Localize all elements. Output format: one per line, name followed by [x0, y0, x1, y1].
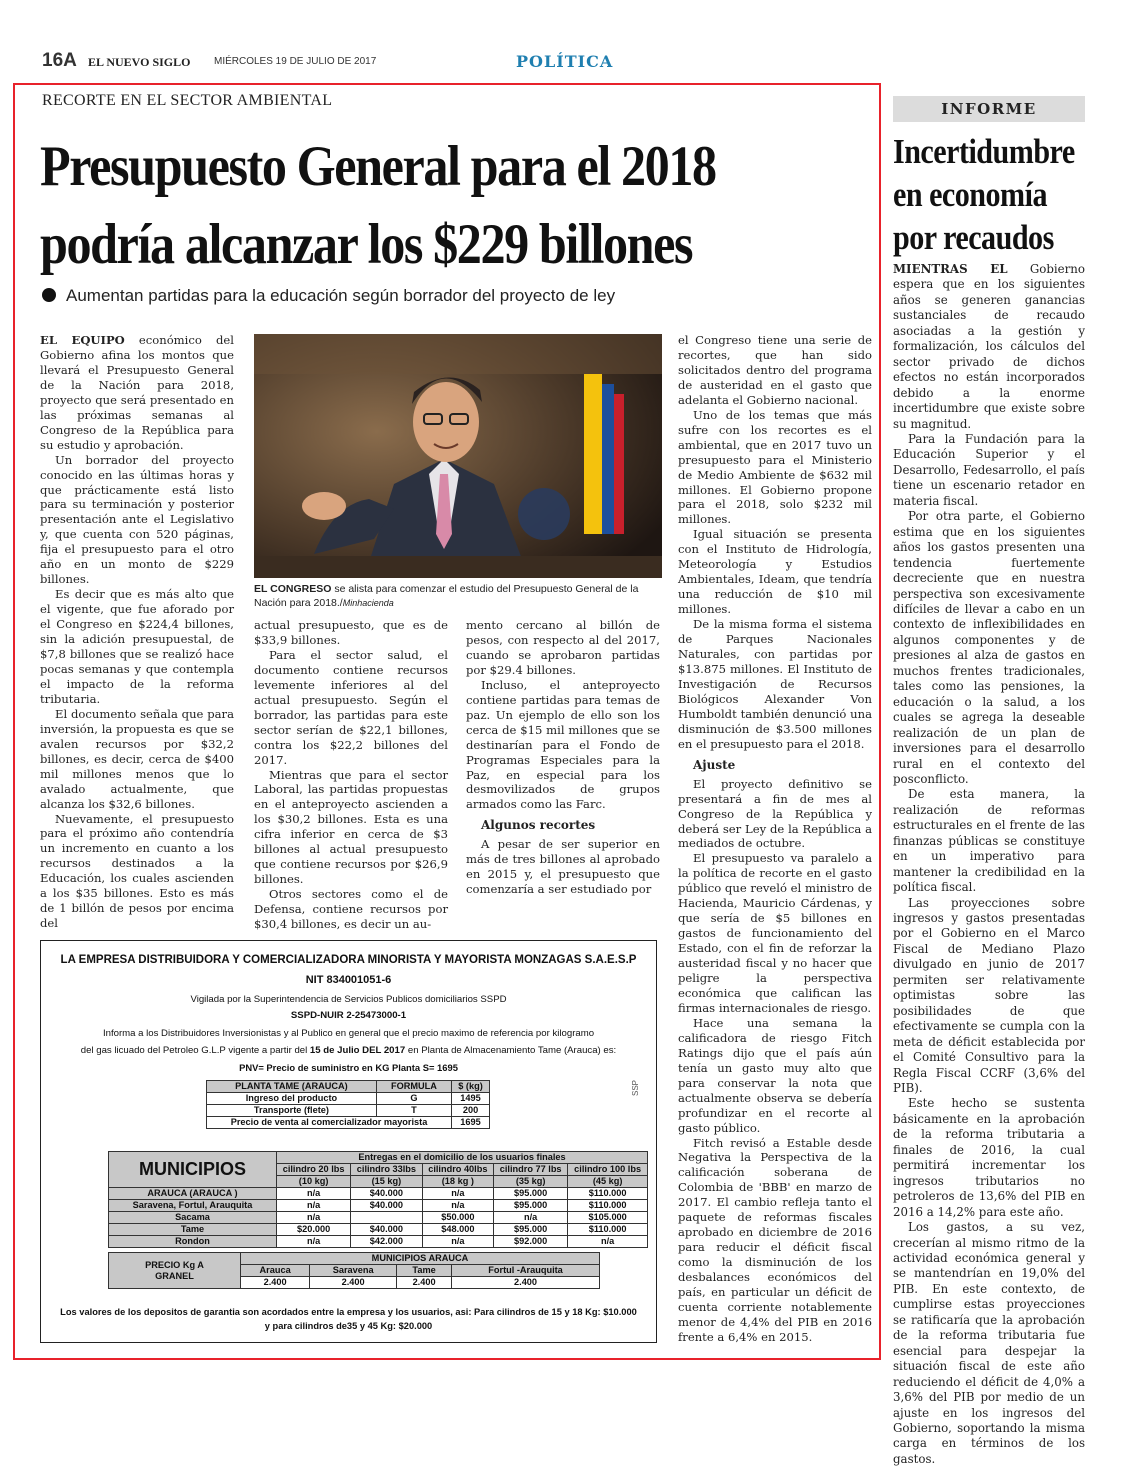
table-header: cilindro 40lbs — [422, 1164, 493, 1176]
lead-word: MIENTRAS EL — [893, 262, 1008, 276]
notice-footer-2: y para cilindros de35 y 45 Kg: $20.000 — [264, 1321, 433, 1331]
table-cell: 200 — [452, 1105, 490, 1117]
notice-info-1: Informa a los Distribuidores Inversionistas y al Publico en general que el precio maximo de referencia por kilogramo — [102, 1028, 595, 1039]
table-header: FORMULA — [376, 1081, 451, 1093]
table-cell: G — [376, 1093, 451, 1105]
table-row — [109, 1188, 648, 1200]
table-header: MUNICIPIOS ARAUCA — [241, 1253, 600, 1265]
paragraph: Para el sector salud, el documento contiene recursos levemente inferiores al del actual presupuesto. Según el borrador, las partidas para este sector serían de $22,1 billones, contra los $22,2 billones del 2017. — [254, 647, 448, 767]
table-cell: $110.000 — [568, 1200, 648, 1212]
caption-lead: EL CONGRESO — [254, 583, 332, 595]
municipios-table — [108, 1151, 648, 1248]
paragraph: Hace una semana la calificadora de riesgo Fitch Ratings dijo que el país aún tenía un gasto muy alto que para conservar la nota que actualmente observa se debería profundizar en el recorte al gasto público. — [678, 1015, 872, 1135]
sidebar-headline — [893, 130, 1082, 259]
notice-footer-1: Los valores de los depositos de garantia son acordados entre la empresa y los usuarios, asi: Para cilindros de 15 y 18 Kg: $10.000 — [60, 1307, 637, 1317]
granel-label: GRANEL — [155, 1270, 194, 1281]
table-cell: n/a — [494, 1212, 568, 1224]
sidebar-headline-line: por recaudos — [893, 218, 1054, 257]
headline-line-1: Presupuesto General para el 2018 — [40, 135, 716, 198]
table-cell: $95.000 — [494, 1224, 568, 1236]
table-cell: 2.400 — [397, 1277, 452, 1289]
table-header: (15 kg) — [351, 1176, 422, 1188]
paragraph: El presupuesto va paralelo a la política de recorte en el gasto público que reveló el ministro de Hacienda, Mauricio Cárdenas, y que sería de $5 billones en gastos de funcionamiento del Estado, con el fin de reforzar la austeridad fiscal y no hacer que peligre la perspectiva económica que califican las firmas internacionales de riesgo. — [678, 851, 872, 1015]
paragraph: el Congreso tiene una serie de recortes, que han sido solicitados dentro del programa de austeridad en el gasto que adelanta el Gobierno nacional. — [678, 333, 872, 407]
table-header: Tame — [397, 1265, 452, 1277]
table-cell: Sacama — [109, 1212, 277, 1224]
granel-table — [108, 1252, 600, 1289]
table-cell: $20.000 — [277, 1224, 351, 1236]
table-cell: $110.000 — [568, 1224, 648, 1236]
table-header: cilindro 100 lbs — [568, 1164, 648, 1176]
table-header: cilindro 20 lbs — [277, 1164, 351, 1176]
table-header: cilindro 33lbs — [351, 1164, 422, 1176]
paragraph: Mientras que para el sector Laboral, las partidas propuestas en el anteproyecto ascienden a los $30,2 billones. Esta es una cifra inferior en cerca de $3 billones al actual presupuesto que contiene recursos por $26,9 billones. — [254, 767, 448, 887]
paragraph: Para la Fundación para la Educación Superior y el Desarrollo, Fedesarrollo, el país tiene un escenario retador en materia fiscal. — [893, 431, 1085, 508]
article-column-1 — [40, 333, 234, 931]
minister-photo-illustration — [254, 334, 662, 578]
table-cell: 2.400 — [310, 1277, 397, 1289]
table-cell: n/a — [568, 1236, 648, 1248]
newspaper-name: EL NUEVO SIGLO — [88, 55, 191, 69]
issue-date: MIÉRCOLES 19 DE JULIO DE 2017 — [214, 56, 377, 67]
caption-text: se alista para comenzar el estudio del Presupuesto General de la Nación para 2018./ — [254, 583, 639, 609]
paragraph: Este hecho se sustenta básicamente en la aprobación de la reforma tributaria a finales de 2016, la cual permitirá incrementar los ingresos tributarios no petroleros de 13,6% del PIB en 2016 a 14,2% para este año. — [893, 1096, 1085, 1219]
table-cell: Tame — [109, 1224, 277, 1236]
info-text: del gas licuado del Petroleo G.L.P vigente a partir del — [80, 1045, 310, 1056]
notice-title: LA EMPRESA DISTRIBUIDORA Y COMERCIALIZADORA MINORISTA Y MAYORISTA MONZAGAS S.A.E.S.P — [60, 954, 637, 966]
article-column-3 — [466, 618, 660, 897]
table-row — [207, 1105, 490, 1117]
paragraph: Un borrador del proyecto conocido en las últimas horas y que prácticamente está listo para su terminación y posterior presentación ante el Legislativo y, que cuenta con 520 páginas, fija el presupuesto para el otro año en un monto de $229 billones. — [40, 452, 234, 587]
table-cell: $40.000 — [351, 1224, 422, 1236]
article-kicker: RECORTE EN EL SECTOR AMBIENTAL — [42, 92, 333, 109]
masthead — [42, 50, 1092, 76]
table-cell — [351, 1212, 422, 1224]
table-header: (35 kg) — [494, 1176, 568, 1188]
lead-word: EL EQUIPO — [40, 333, 125, 347]
table-cell: $105.000 — [568, 1212, 648, 1224]
table-row — [207, 1117, 490, 1129]
table-cell: $95.000 — [494, 1200, 568, 1212]
table-cell: 2.400 — [241, 1277, 310, 1289]
table-cell: $40.000 — [351, 1200, 422, 1212]
article-deck — [42, 286, 615, 306]
table-header: Fortul -Arauquita — [452, 1265, 600, 1277]
planta-table — [206, 1080, 490, 1129]
notice-pnv: PNV= Precio de suministro en KG Planta S= 1695 — [239, 1062, 458, 1073]
paragraph: El proyecto definitivo se presentará a fin de mes al Congreso de la República y deberá ser Ley de la República a mediados de octubre. — [678, 776, 872, 851]
table-cell: T — [376, 1105, 451, 1117]
photo-credit: Minhacienda — [342, 598, 394, 608]
table-header: (18 kg ) — [422, 1176, 493, 1188]
table-cell: $40.000 — [351, 1188, 422, 1200]
table-cell: Precio de venta al comercializador mayorista — [207, 1117, 452, 1129]
table-row — [109, 1236, 648, 1248]
paragraph: mento cercano al billón de pesos, con respecto al del 2017, cuando se aprobaron partidas por $29.4 billones. — [466, 618, 660, 677]
ssp-logo: SSP — [631, 1079, 640, 1096]
paragraph: A pesar de ser superior en más de tres billones al aprobado en 2015 y, el presupuesto que comenzaría a ser estudiado por — [466, 837, 660, 897]
paragraph-text: Gobierno espera que en los siguientes años se generen ganancias sustanciales de recaudo asociadas a la gestión y formalización, los cálculos del sector privado de dichos efectos no están incorporados debido a la enorme incertidumbre que existe sobre su magnitud. — [893, 262, 1086, 431]
table-cell: n/a — [277, 1212, 351, 1224]
table-header — [109, 1253, 241, 1289]
paragraph: Los gastos, a su vez, crecerían al mismo ritmo de la actividad económica general y se mantendrían en 19,0% del PIB. En este contexto, de cumplirse estas proyecciones se ratificaría que la aprobación de la reforma tributaria fue esencial para despejar la situación fiscal de este año reduciendo el déficit de 4,0% a 3,6% del PIB por medio de un ajuste en los ingresos del Gobierno, soportando la misma carga en términos de los gastos. — [893, 1220, 1085, 1466]
table-header: Arauca — [241, 1265, 310, 1277]
notice-nit: NIT 834001051-6 — [305, 974, 392, 986]
paragraph: Otros sectores como el de Defensa, contiene recursos por $30,4 billones, es decir un au- — [254, 887, 448, 932]
table-cell: n/a — [422, 1236, 493, 1248]
table-header: PLANTA TAME (ARAUCA) — [207, 1081, 377, 1093]
table-cell: n/a — [277, 1188, 351, 1200]
paragraph — [40, 333, 234, 453]
table-cell: ARAUCA (ARAUCA ) — [109, 1188, 277, 1200]
table-cell: n/a — [277, 1236, 351, 1248]
sidebar-column — [893, 262, 1085, 1467]
paragraph: De la misma forma el sistema de Parques Nacionales Naturales, con partidas por $13.875 millones. El Instituto de Investigación de Recursos Biológicos Alexander Von Humboldt también denunció una disminución de $3.500 millones en el presupuesto para el 2018. — [678, 617, 872, 751]
paragraph — [893, 262, 1085, 432]
table-header: $ (kg) — [452, 1081, 490, 1093]
deck-text: Aumentan partidas para la educación según borrador del proyecto de ley — [66, 286, 616, 305]
article-column-2 — [254, 618, 448, 932]
paragraph: Nuevamente, el presupuesto para el próximo año contendría un incremento en cuanto a los recursos destinados a la Educación, los cuales ascienden a los $35 billones. Esto es más de 1 billón de pesos por encima del — [40, 811, 234, 931]
paragraph: El documento señala que para inversión, la propuesta es que se avalen recursos por $32,2 billones, es decir, cerca de $400 mil millones menos que lo avalado actualmente, que alcanza los $32,6 billones. — [40, 706, 234, 811]
info-text: en Planta de Almacenamiento Tame (Arauca) es: — [405, 1045, 617, 1056]
article-column-4 — [678, 333, 872, 1345]
table-cell: n/a — [422, 1200, 493, 1212]
paragraph: Es decir que es más alto que el vigente, que fue aforado por el Congreso en $224,4 billones, sin la adición presupuestal, de $7,8 billones que se realizó hace pocas semanas y que contempla el impacto de la reforma tributaria. — [40, 587, 234, 706]
paragraph: Por otra parte, el Gobierno estima que en los siguientes años los gastos presenten una tendencia fuertemente decreciente que en nuestra perspectiva son excesivamente difíciles de llevar a cabo en un contexto de inflexibilidades en algunos componentes y de presiones al alza de gastos en muchos frentes tradicionales, tales como las pensiones, la educación o la salud, a los cuales se agrega la deseable realización de un plan de inversiones para el desarrollo rural en el contexto del posconflicto. — [893, 509, 1085, 786]
notice-vigilada: Vigilada por la Superintendencia de Servicios Publicos domiciliarios SSPD — [190, 994, 507, 1005]
paragraph: Fitch revisó a Estable desde Negativa la Perspectiva de la calificación soberana de Colombia de 'BBB' en marzo de 2017. El cambio refleja tanto el paquete de reformas fiscales aprobado en diciembre de 2016 para reducir el déficit fiscal como la disminución de los desbalances económicos del país, en particular un déficit de cuenta corriente notablemente menor de 4,4% del PIB en 2016 frente a 6,4% en 2015. — [678, 1135, 872, 1344]
table-cell: 2.400 — [452, 1277, 600, 1289]
table-cell: 1695 — [452, 1117, 490, 1129]
table-header: Saravena — [310, 1265, 397, 1277]
sidebar-label: INFORME — [893, 96, 1085, 122]
table-row — [109, 1200, 648, 1212]
table-cell: Rondon — [109, 1236, 277, 1248]
paragraph: Incluso, el anteproyecto contiene partidas para temas de paz. Un ejemplo de ello son los cerca de $15 mil millones que se destinarían para el Fondo de Programas Especiales para la Paz, en especial para los desmovilizados de grupos armados como las Farc. — [466, 677, 660, 812]
subheading: Algunos recortes — [481, 818, 596, 833]
granel-label: PRECIO Kg A — [145, 1259, 204, 1270]
table-cell: $110.000 — [568, 1188, 648, 1200]
paragraph: actual presupuesto, que es de $33,9 billones. — [254, 618, 448, 647]
article-photo — [254, 334, 662, 578]
table-cell: $95.000 — [494, 1188, 568, 1200]
table-header: MUNICIPIOS — [109, 1152, 277, 1188]
table-row — [109, 1212, 648, 1224]
table-row — [207, 1093, 490, 1105]
info-date: 15 de Julio DEL 2017 — [309, 1045, 406, 1056]
table-header: cilindro 77 lbs — [494, 1164, 568, 1176]
table-header: (45 kg) — [568, 1176, 648, 1188]
page-number: 16A — [42, 50, 77, 71]
photo-caption — [254, 582, 662, 610]
paragraph: Igual situación se presenta con el Instituto de Hidrología, Meteorología y Estudios Ambientales, Ideam, que tendría una reducción de $10 mil millones. — [678, 527, 872, 617]
notice-nuir: SSPD-NUIR 2-25473000-1 — [290, 1010, 407, 1021]
table-cell: $50.000 — [422, 1212, 493, 1224]
headline-line-2: podría alcanzar los $229 billones — [40, 213, 693, 276]
table-cell: 1495 — [452, 1093, 490, 1105]
paragraph-text: económico del Gobierno afina los montos que llevará el Presupuesto General de la Nación para 2018, proyecto que será presentado en las próximas semanas al Congreso de la República para su estudio y aprobación. — [40, 333, 234, 452]
table-header: Entregas en el domicilio de los usuarios finales — [277, 1152, 648, 1164]
table-header: (10 kg) — [277, 1176, 351, 1188]
table-cell: $92.000 — [494, 1236, 568, 1248]
gas-price-notice — [40, 940, 657, 1343]
bullet-icon — [42, 288, 56, 302]
sidebar-headline-line: Incertidumbre — [893, 132, 1075, 171]
paragraph: De esta manera, la realización de reformas estructurales en el frente de las finanzas públicas se constituye en un imperativo para mantener la credibilidad en la política fiscal. — [893, 787, 1085, 895]
table-cell: n/a — [422, 1188, 493, 1200]
notice-info-2 — [41, 1045, 656, 1056]
table-cell: Transporte (flete) — [207, 1105, 377, 1117]
section-name: POLÍTICA — [516, 52, 614, 71]
article-headline — [40, 128, 762, 284]
sidebar-headline-line: en economía — [893, 175, 1048, 214]
table-row — [109, 1224, 648, 1236]
table-cell: Ingreso del producto — [207, 1093, 377, 1105]
table-cell: n/a — [277, 1200, 351, 1212]
table-cell: $48.000 — [422, 1224, 493, 1236]
paragraph: Uno de los temas que más sufre con los recortes es el ambiental, que en 2017 tuvo un presupuesto para el Ministerio de Medio Ambiente de $632 mil millones. El Gobierno propone para el 2018, solo $232 mil millones. — [678, 407, 872, 527]
subheading: Ajuste — [693, 757, 736, 772]
table-cell: $42.000 — [351, 1236, 422, 1248]
table-cell: Saravena, Fortul, Arauquita — [109, 1200, 277, 1212]
paragraph: Las proyecciones sobre ingresos y gastos presentadas por el Gobierno en el Marco Fiscal de Mediano Plazo divulgado en junio de 2017 permiten ser relativamente optimistas sobre las posibilidades de que efectivamente se cumpla con la meta de déficit establecida por el Comité Consultivo para la Regla Fiscal CCRF (3,6% del PIB). — [893, 895, 1085, 1096]
